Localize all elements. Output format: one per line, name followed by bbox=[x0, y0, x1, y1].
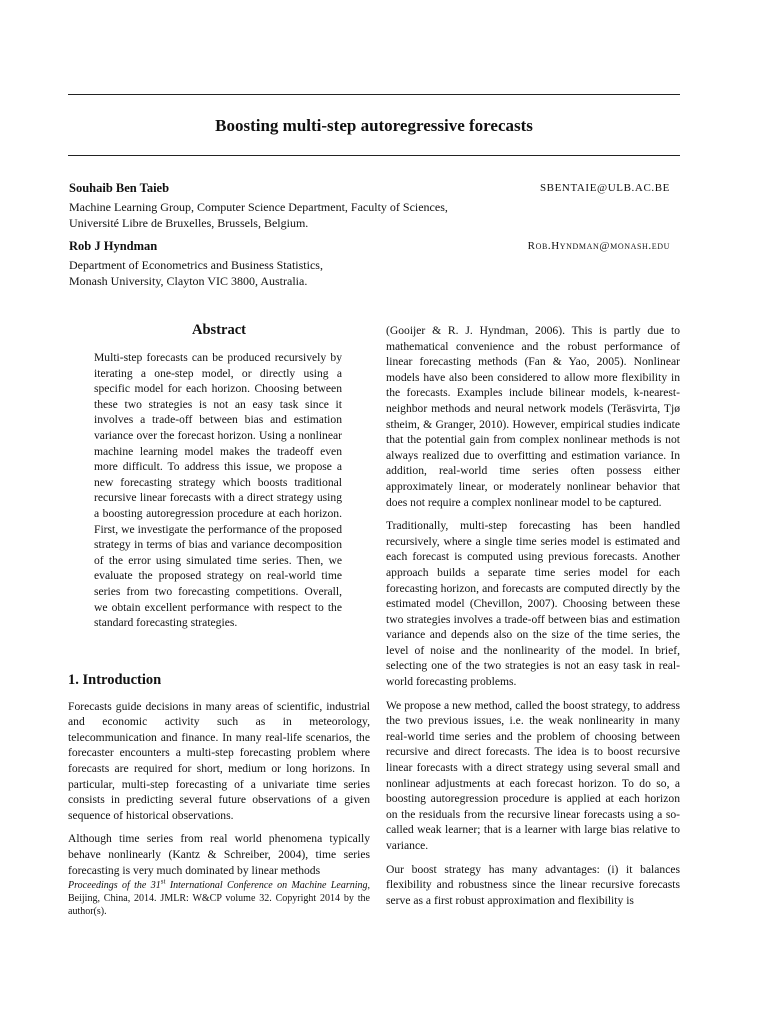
author-email-1[interactable]: SBENTAIE@ULB.AC.BE bbox=[539, 182, 670, 194]
abstract-text: Multi-step forecasts can be produced recursively by iterating a one-step model, or directly using a specific model for each horizon. Choosing between these two strategies is not an easy task since it involves a trade-off between bias and estimation variance over the forecast horizon. Using a nonlinear machine learning model makes the tradeoff even more difficult. To address this issue, we propose a new forecasting strategy which boosts traditional recursive linear forecasts with a direct strategy using a boosting autoregression procedure at each horizon. First, we investigate the performance of the proposed strategy in terms of bias and variance decomposition of the error using simulated time series. Then, we evaluate the proposed strategy on real-world time series from two forecasting competitions. Overall, we obtain excellent performance with respect to the standard forecasting strategies. bbox=[94, 351, 342, 630]
author-affiliation-2: Department of Econometrics and Business Statistics, Monash University, Clayton VIC 3800, Australia. bbox=[69, 258, 323, 288]
intro-paragraph: Although time series from real world phenomena typically behave nonlinearly (Kantz & Schreiber, 2004), time series forecasting is very much dominated by linear methods bbox=[68, 832, 370, 877]
title-rule bbox=[68, 155, 680, 156]
body-paragraph: Traditionally, multi-step forecasting has been handled recursively, where a single time series model is estimated and each forecast is computed using previous forecasts. Another approach builds a separate time series model for each forecasting horizon, and forecasts are computed directly by the estimated model (Chevillon, 2007). Choosing between these two strategies involves a trade-off between bias and estimation variance and depends also on the size of the time series, the level of noise and the nonlinearity of the model. In brief, selecting one of the two strategies is not an easy task in real-world forecasting problems. bbox=[386, 519, 680, 689]
body-paragraph: We propose a new method, called the boost strategy, to address the two previous issues, i.e. the weak nonlinearity in many real-world time series and the problem of choosing between recursive and direct forecasts. The idea is to boost recursive linear forecasts with a direct strategy using several small and nonlinear adjustments at each forecast horizon. To do so, a boosting autoregression procedure is applied at each horizon on the residuals from the recursive linear forecasts using a so-called weak learner; that is a learner with large bias relative to variance. bbox=[386, 698, 680, 852]
introduction-heading: 1. Introduction bbox=[68, 671, 162, 688]
author-affiliation-1: Machine Learning Group, Computer Science Department, Faculty of Sciences, Université Libre de Bruxelles, Brussels, Belgium. bbox=[69, 200, 448, 230]
abstract-heading: Abstract bbox=[192, 322, 246, 338]
left-column bbox=[68, 320, 370, 878]
author-name-1: Souhaib Ben Taieb bbox=[69, 181, 170, 195]
author-name-2: Rob J Hyndman bbox=[69, 239, 158, 253]
body-paragraph: (Gooijer & R. J. Hyndman, 2006). This is partly due to mathematical convenience and the robust performance of linear forecasting methods (Fan & Yao, 2005). Nonlinear models have also been considered to allow more flexibility in the forecasts. Examples include bilinear models, k-nearest-neighbor methods and neural network models (Teräsvirta, Tjø stheim, & Granger, 2010). However, empirical studies indicate that the potential gain from complex nonlinear methods is not always realized due to overfitting and estimation variance. In addition, real-world time series often possess either approximately linear, or moderately nonlinear behavior that does not require a complex nonlinear model to be captured. bbox=[386, 324, 680, 509]
author-email-2[interactable]: Rob.Hyndman@monash.edu bbox=[527, 240, 670, 252]
right-column bbox=[386, 323, 680, 908]
proceedings-footnote: Proceedings of the 31st International Conference on Machine Learning, Beijing, China, 2014. JMLR: W&CP volume 32. Copyright 2014 by the author(s). bbox=[68, 877, 371, 917]
paper-title: Boosting multi-step autoregressive forecasts bbox=[215, 116, 533, 135]
top-rule bbox=[68, 94, 680, 95]
body-paragraph: Our boost strategy has many advantages: (i) it balances flexibility and robustness since the linear recursive forecasts serve as a first robust approximation and flexibility is bbox=[386, 862, 680, 907]
intro-paragraph: Forecasts guide decisions in many areas of scientific, industrial and economic activity such as in meteorology, telecommunication and finance. In many real-life scenarios, the forecaster encounters a multi-step forecasting problem where forecasts are required for short, medium or long horizons. In particular, multi-step forecasting of a univariate time series consists in predicting several future observations of a given sequence of historical observations. bbox=[68, 699, 370, 822]
